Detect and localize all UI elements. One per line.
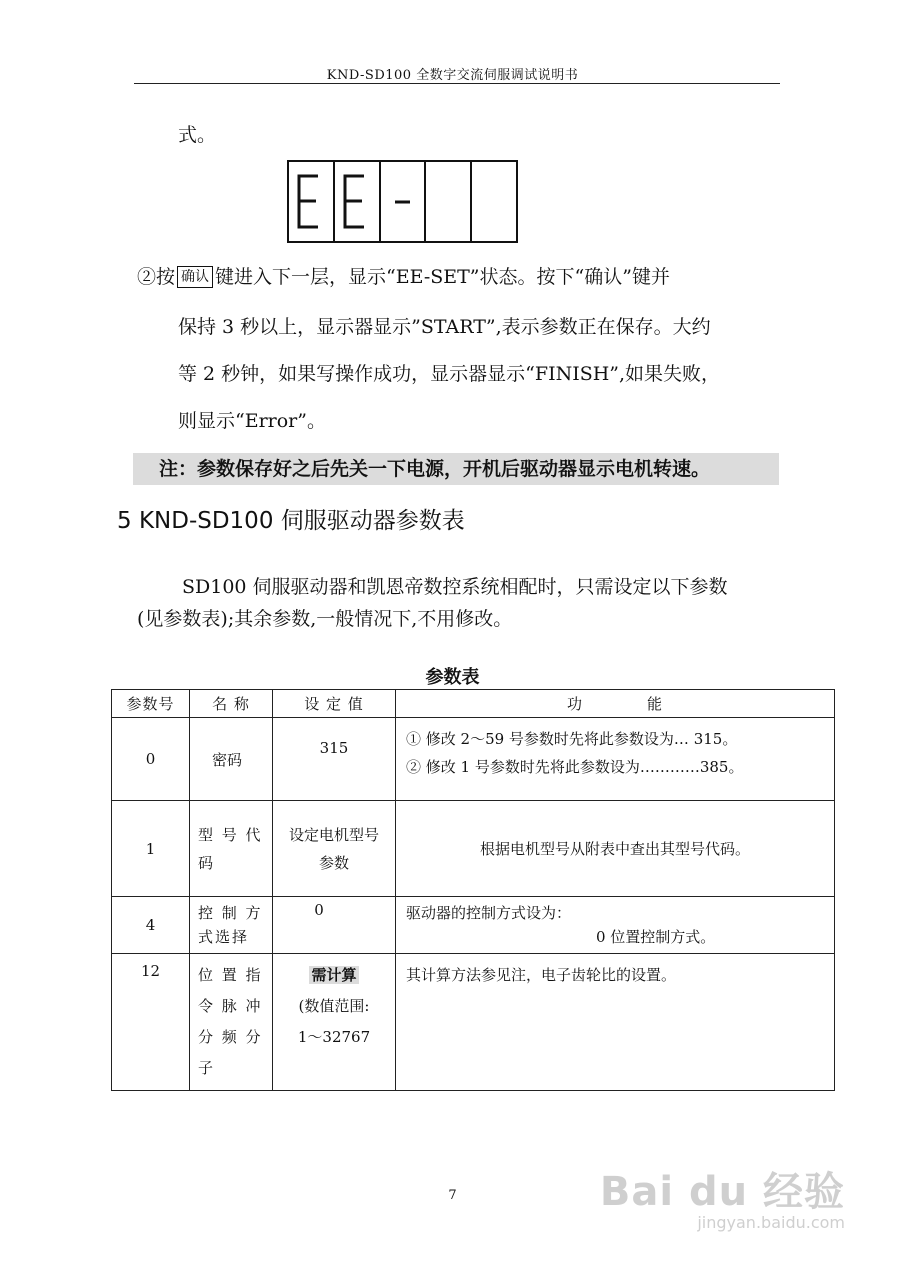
page-number: 7 [448, 1188, 457, 1203]
header-rule [134, 83, 780, 84]
page-header-title: KND-SD100 全数字交流伺服调试说明书 [326, 68, 579, 83]
row4-func-line1: 驱动器的控制方式设为： [406, 904, 572, 922]
row0-value: 315 [273, 718, 396, 801]
header-func: 功 能 [396, 690, 835, 718]
row4-func-line2: 0 位置控制方式。 [596, 928, 716, 946]
intro-fragment: 式。 [178, 124, 217, 146]
baidu-watermark [600, 1160, 845, 1232]
row1-func: 根据电机型号从附表中查出其型号代码。 [396, 801, 835, 897]
row4-no: 4 [112, 897, 190, 954]
parameter-table [111, 689, 835, 1091]
note-highlight: 注：参数保存好之后先关一下电源，开机后驱动器显示电机转速。 [133, 453, 779, 485]
row12-no: 12 [112, 954, 190, 1091]
display-cell-1 [289, 162, 335, 241]
row0-name: 密码 [190, 718, 273, 801]
seven-segment-display [287, 160, 518, 243]
table-row [112, 897, 835, 954]
paragraph-line1: SD100 伺服驱动器和凯恩帝数控系统相配时，只需设定以下参数 [182, 576, 728, 598]
row12-value-line3: 1～32767 [297, 1028, 371, 1046]
row12-func: 其计算方法参见注，电子齿轮比的设置。 [396, 954, 835, 1091]
step2-line3: 等 2 秒钟，如果写操作成功，显示器显示“FINISH”,如果失败， [178, 363, 721, 385]
display-cell-3 [381, 162, 427, 241]
row1-name: 型 号 代码 [190, 801, 273, 897]
row0-func [396, 718, 835, 801]
confirm-key-box: 确认 [177, 266, 213, 288]
row4-value: 0 [273, 897, 396, 954]
row12-name [190, 954, 273, 1091]
table-row [112, 954, 835, 1091]
table-row [112, 718, 835, 801]
watermark-url: jingyan.baidu.com [697, 1213, 845, 1232]
display-cell-4 [426, 162, 472, 241]
row0-no: 0 [112, 718, 190, 801]
step2-line1 [137, 262, 670, 289]
watermark-brand: Bai du 经验 [599, 1169, 845, 1215]
row1-value: 设定电机型号参数 [273, 801, 396, 897]
header-name: 名 称 [190, 690, 273, 718]
display-cell-5 [472, 162, 516, 241]
header-no: 参数号 [112, 690, 190, 718]
row12-value-highlight: 需计算 [311, 966, 357, 984]
row12-name-line2: 令 脉 冲 [198, 997, 263, 1015]
paragraph-line2: (见参数表);其余参数,一般情况下,不用修改。 [137, 608, 513, 630]
section-title: 5 KND-SD100 伺服驱动器参数表 [117, 508, 465, 534]
table-caption: 参数表 [425, 667, 480, 688]
step2-line1-text: 键进入下一层，显示“EE-SET”状态。按下“确认”键并 [215, 266, 670, 288]
step2-prefix: ②按 [137, 266, 176, 288]
step2-line4: 则显示“Error”。 [178, 410, 326, 432]
row1-no: 1 [112, 801, 190, 897]
row0-func-line2: ② 修改 1 号参数时先将此参数设为…………385。 [406, 758, 744, 776]
row12-name-line1: 位 置 指 [198, 966, 263, 984]
row0-func-line1: ① 修改 2～59 号参数时先将此参数设为… 315。 [406, 730, 738, 748]
header-value: 设 定 值 [273, 690, 396, 718]
row4-func [396, 897, 835, 954]
table-header-row [112, 690, 835, 718]
row4-name: 控 制 方式选择 [190, 897, 273, 954]
row12-name-line3: 分 频 分 [198, 1028, 263, 1046]
row12-value [273, 954, 396, 1091]
row12-name-line4: 子 [198, 1059, 216, 1077]
display-cell-2 [335, 162, 381, 241]
step2-line2: 保持 3 秒以上，显示器显示”START”,表示参数正在保存。大约 [178, 316, 711, 338]
row12-value-line2: (数值范围: [298, 997, 370, 1015]
table-row [112, 801, 835, 897]
